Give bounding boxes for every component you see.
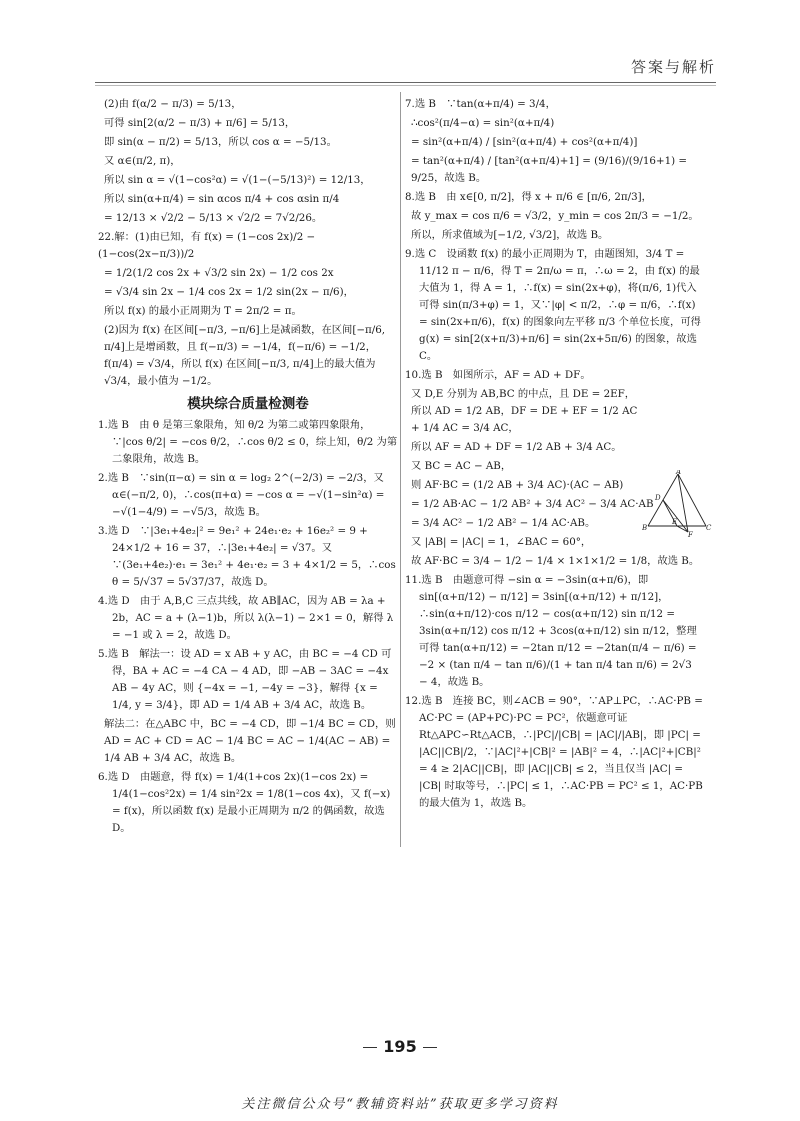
header-rule [95,82,716,83]
text-line: 所以 f(x) 的最小正周期为 T = 2π/2 = π。 [104,305,302,317]
text-line: 可得 sin[2(α/2 − π/3) + π/6] = 5/13， [104,117,296,129]
header-rule-thin [95,85,716,86]
page-number-dash [363,1047,377,1048]
section-title: 模块综合质量检测卷 [187,396,309,412]
text-line: 所以 AF = AD + DF = 1/2 AB + 3/4 AC。 [411,441,622,453]
figure-label: B [642,524,648,532]
answer-10: 10.选 B 如图所示，AF = AD + DF。 [405,369,591,381]
answer-5: 5.选 B 解法一：设 AD = x AB + y AC，由 BC = −4 CD 可得，BA + AC = −4 CA − 4 AD，即 −AB − 3AC = −4x AB − 4y AC，则 {−4x = −1, −4y = −3}，解得 {x = 1/4, y = 3/4}，即 AD = 1/4 AB + 3/4 AC，故选 B。 [98,648,392,711]
right-column [405,96,703,814]
text-line: 故 y_max = cos π/6 = √3/2，y_min = cos 2π/3 = −1/2。 [411,210,699,222]
figure-label: E [672,518,678,526]
figure-label: C [706,524,712,532]
text-line: 所以 sin α = √(1−cos²α) = √(1−(−5/13)²) = 12/13， [104,174,371,186]
text-line: 又 BC = AC − AB， [411,460,512,472]
answer-3: 3.选 D ∵|3e₁+4e₂|² = 9e₁² + 24e₁·e₂ + 16e₂² = 9 + 24×1/2 + 16 = 37，∴|3e₁+4e₂| = √37。又∵(3e₁+4e₂)·e₁ = 3e₁² + 4e₁·e₂ = 3 + 4×1/2 = 5，∴cos θ = 5/√37 = 5√37/37，故选 D。 [98,525,396,588]
text-line: ∴cos²(π/4−α) = sin²(α+π/4) [411,117,555,129]
text-line: = 3/4 AC² − 1/2 AB² − 1/4 AC·AB。 [411,517,596,529]
text-line: (2)因为 f(x) 在区间[−π/3, −π/6]上是减函数，在区间[−π/6, π/4]上是增函数，且 f(−π/3) = −1/4，f(−π/6) = −1/2，f(π/4) = √3/4，所以 f(x) 在区间[−π/3, π/4]上的最大值为 √3/4，最小值为 −1/2。 [104,324,386,387]
text-line: 则 AF·BC = (1/2 AB + 3/4 AC)·(AC − AB) [411,479,624,491]
page-number [0,1037,800,1056]
answer-4: 4.选 D 由于 A,B,C 三点共线，故 AB∥AC，因为 AB = λa + 2b，AC = a + (λ−1)b，所以 λ(λ−1) − 2×1 = 0，解得 λ = −1 或 λ = 2，故选 D。 [98,595,394,641]
answer-8: 8.选 B 由 x∈[0, π/2]，得 x + π/6 ∈ [π/6, 2π/3]， [405,191,652,203]
triangle-figure [642,470,712,538]
text-line: = tan²(α+π/4) / [tan²(α+π/4)+1] = (9/16)/(9/16+1) = 9/25，故选 B。 [411,155,688,184]
text-line: 所以，所求值域为[−1/2, √3/2]，故选 B。 [411,229,609,241]
page-number-value: 195 [383,1037,417,1056]
header-title: 答案与解析 [630,58,716,76]
text-line: 所以 sin(α+π/4) = sin αcos π/4 + cos αsin π/4 [104,193,340,205]
text-line: 即 sin(α − π/2) = 5/13，所以 cos α = −5/13。 [104,136,337,148]
footer-note: 关注微信公众号“教辅资料站”获取更多学习资料 [241,1097,559,1112]
column-divider [400,92,401,847]
text-line: 又 α∈(π/2, π)， [104,155,181,167]
text-line: 又 |AB| = |AC| = 1，∠BAC = 60°， [411,536,592,548]
problem-22: 22.解：(1)由已知，有 f(x) = (1−cos 2x)/2 − (1−cos(2x−π/3))/2 [98,231,316,260]
figure-label: F [688,531,693,538]
text-line: = 1/2(1/2 cos 2x + √3/2 sin 2x) − 1/2 cos 2x [104,267,334,279]
answer-11: 11.选 B 由题意可得 −sin α = −3sin(α+π/6)，即 sin[(α+π/12) − π/12] = 3sin[(α+π/12) + π/12]，∴sin(α+π/12)·cos π/12 − cos(α+π/12) sin π/12 = 3sin(α+π/12) cos π/12 + 3cos(α+π/12) sin π/12，整理可得 tan(α+π/12) = −2tan π/12 = −2tan(π/4 − π/6) = −2 × (tan π/4 − tan π/6)/(1 + tan π/4 tan π/6) = 2√3 − 4，故选 B。 [405,574,697,688]
text-line: = 12/13 × √2/2 − 5/13 × √2/2 = 7√2/26。 [104,212,323,224]
page-number-dash [423,1047,437,1048]
text-line: = sin²(α+π/4) / [sin²(α+π/4) + cos²(α+π/4)] [411,136,638,148]
answer-12: 12.选 B 连接 BC，则∠ACB = 90°，∵AP⊥PC，∴AC·PB = AC·PC = (AP+PC)·PC = PC²，依题意可证 Rt△APC∽Rt△ACB，∴|PC|/|CB| = |AC|/|AB|，即 |PC| = |AC||CB|/2，∵|AC|²+|CB|² = |AB|² = 4，∴|AC|²+|CB|² = 4 ≥ 2|AC||CB|，即 |AC||CB| ≤ 2，当且仅当 |AC| = |CB| 时取等号，∴|PC| ≤ 1，∴AC·PB = PC² ≤ 1，AC·PB 的最大值为 1，故选 B。 [405,695,703,809]
answer-1: 1.选 B 由 θ 是第三象限角，知 θ/2 为第二或第四象限角，∵|cos θ/2| = −cos θ/2，∴cos θ/2 ≤ 0，综上知，θ/2 为第二象限角，故选 B。 [98,419,398,465]
text-line: = 1/2 AB·AC − 1/2 AB² + 3/4 AC² − 3/4 AC·AB [411,498,654,510]
text-line: 又 D,E 分别为 AB,BC 的中点，且 DE = 2EF，所以 AD = 1/2 AB，DF = DE + EF = 1/2 AC + 1/4 AC = 3/4 AC， [411,388,638,434]
answer-9: 9.选 C 设函数 f(x) 的最小正周期为 T，由题图知，3/4 T = 11/12 π − π/6，得 T = 2π/ω = π，∴ω = 2，由 f(x) 的最大值为 1，得 A = 1，∴f(x) = sin(2x+φ)，将(π/6, 1)代入可得 sin(π/3+φ) = 1，又∵|φ| < π/2，∴φ = π/6，∴f(x) = sin(2x+π/6)，f(x) 的图象向左平移 π/3 个单位长度，可得 g(x) = sin[2(x+π/3)+π/6] = sin(2x+5π/6) 的图象，故选 C。 [405,248,701,362]
figure-label: D [655,494,661,502]
answer-5-method-2: 解法二：在△ABC 中，BC = −4 CD，即 −1/4 BC = CD，则 AD = AC + CD = AC − 1/4 BC = AC − 1/4(AC − AB) = 1/4 AB + 3/4 AC，故选 B。 [104,718,396,764]
answer-7: 7.选 B ∵tan(α+π/4) = 3/4， [405,98,556,110]
figure-label: A [676,470,682,476]
answer-6: 6.选 D 由题意，得 f(x) = 1/4(1+cos 2x)(1−cos 2x) = 1/4(1−cos²2x) = 1/4 sin²2x = 1/8(1−cos 4x)，又 f(−x) = f(x)，所以函数 f(x) 是最小正周期为 π/2 的偶函数，故选 D。 [98,771,391,834]
left-column [98,96,398,839]
text-line: 故 AF·BC = 3/4 − 1/2 − 1/4 × 1×1×1/2 = 1/8，故选 B。 [411,555,700,567]
answer-2: 2.选 B ∵sin(π−α) = sin α = log₂ 2^(−2/3) = −2/3，又 α∈(−π/2, 0)，∴cos(π+α) = −cos α = −√(1−sin²α) = −√(1−4/9) = −√5/3，故选 B。 [98,472,385,518]
text-line: (2)由 f(α/2 − π/3) = 5/13， [104,98,242,110]
text-line: = √3/4 sin 2x − 1/4 cos 2x = 1/2 sin(2x − π/6)， [104,286,354,298]
